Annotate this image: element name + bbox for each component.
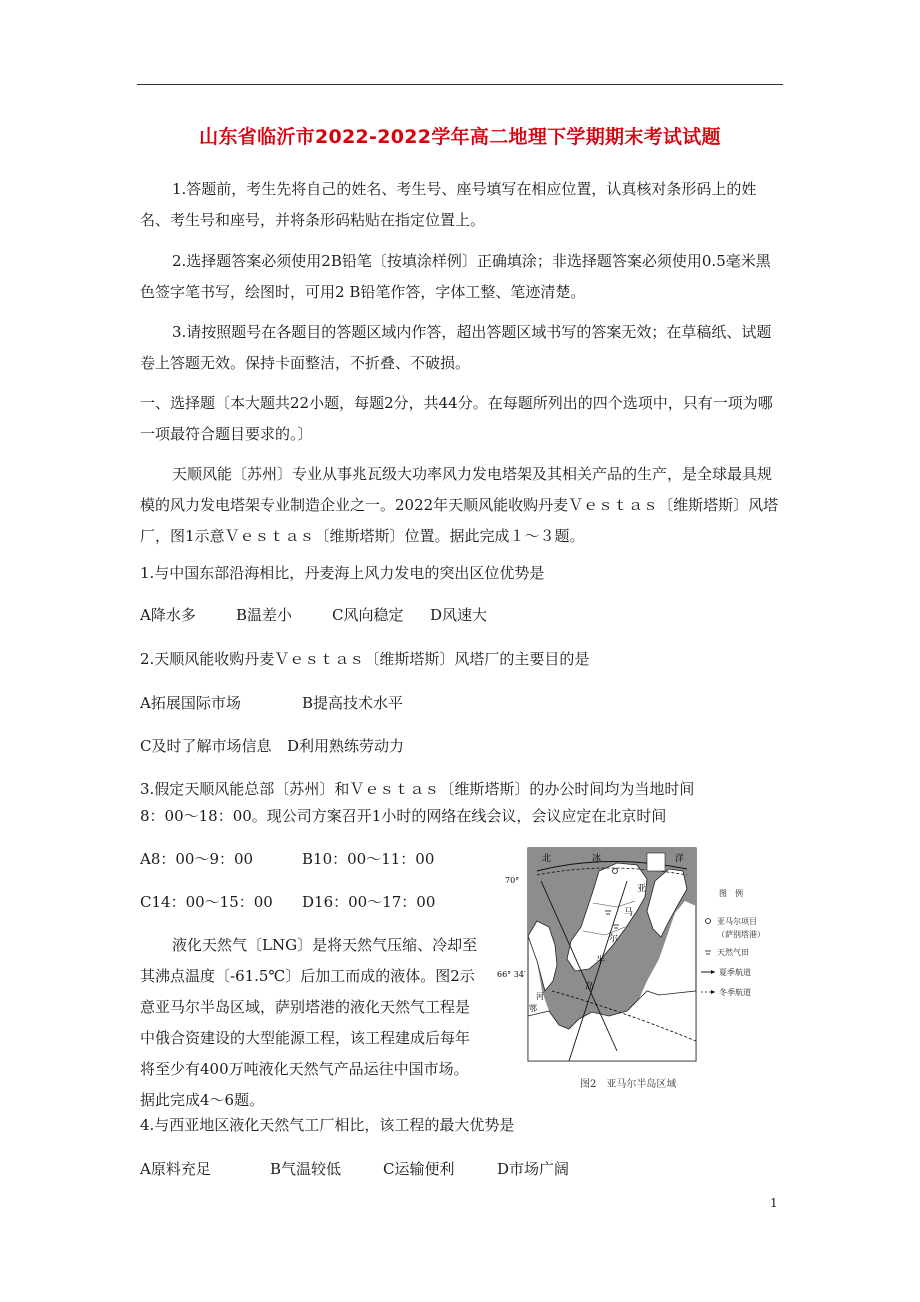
river-char-2: 鄂	[529, 1004, 537, 1013]
peninsula-char-1: 亚	[637, 884, 647, 894]
figure-2-map	[497, 841, 782, 1076]
option-a[interactable]: A降水多	[140, 606, 196, 624]
peninsula-char-4: 半	[596, 956, 606, 966]
figure-2-caption: 图2 亚马尔半岛区域	[580, 1079, 677, 1090]
option-a[interactable]: A原料充足	[140, 1160, 211, 1178]
question-2-options-row2	[140, 731, 404, 762]
question-3-options-row1	[140, 844, 434, 875]
option-d[interactable]: D风速大	[430, 606, 488, 624]
document-title: 山东省临沂市2022-2022学年高二地理下学期期末考试试题	[199, 126, 721, 148]
option-c[interactable]: C运输便利	[383, 1160, 455, 1178]
option-d[interactable]: D16：00～17：00	[302, 893, 436, 911]
peninsula-char-3: 尔	[609, 934, 619, 944]
yamal-map-svg	[497, 841, 782, 1076]
legend-summer-route: 夏季航道	[719, 968, 751, 977]
passage-1: 天顺风能〔苏州〕专业从事兆瓦级大功率风力发电塔架及其相关产品的生产，是全球最具规模的风力发电塔架专业制造企业之一。2022年天顺风能收购丹麦Ｖｅｓｔａｓ〔维斯塔斯〕风塔厂，图1示意Ｖｅｓｔａｓ〔维斯塔斯〕位置。据此完成１～３题。	[140, 465, 779, 545]
river-char-1: 河	[536, 992, 544, 1001]
legend-winter-route: 冬季航道	[719, 988, 751, 997]
lat-66-label: 66° 34′	[497, 970, 526, 979]
sea-char-2: 冰	[592, 854, 602, 864]
question-3-stem-line2: 8：00～18：00。现公司方案召开1小时的网络在线会议，会议应定在北京时间	[140, 807, 667, 825]
question-4-options	[140, 1154, 569, 1185]
option-a[interactable]: A拓展国际市场	[140, 694, 241, 712]
instruction-3: 3.请按照题号在各题目的答题区域内作答，超出答题区域书写的答案无效；在草稿纸、试题卷上答题无效。保持卡面整洁，不折叠、不破损。	[140, 323, 772, 372]
peninsula-char-5: 岛	[585, 982, 595, 992]
question-4-stem: 4.与西亚地区液化天然气工厂相比，该工程的最大优势是	[140, 1116, 515, 1134]
option-b[interactable]: B提高技术水平	[302, 694, 404, 712]
question-1-stem: 1.与中国东部沿海相比，丹麦海上风力发电的突出区位优势是	[140, 564, 545, 582]
option-d[interactable]: D市场广阔	[497, 1160, 570, 1178]
question-1-options	[140, 600, 487, 631]
option-a[interactable]: A8：00～9：00	[140, 850, 254, 868]
legend-gas-field: 天然气田	[717, 948, 749, 957]
project-marker	[613, 869, 618, 874]
option-b[interactable]: B10：00～11：00	[302, 850, 435, 868]
instruction-2: 2.选择题答案必须使用2B铅笔〔按填涂样例〕正确填涂；非选择题答案必须使用0.5毫米黑色签字笔书写，绘图时，可用2 B铅笔作答，字体工整、笔迹清楚。	[140, 252, 771, 301]
question-3-stem-line1: 3.假定天顺风能总部〔苏州〕和Ｖｅｓｔａｓ〔维斯塔斯〕的办公时间均为当地时间	[140, 780, 695, 798]
option-d[interactable]: D利用熟练劳动力	[287, 737, 405, 755]
section-heading: 一、选择题〔本大题共22小题，每题2分，共44分。在每题所列出的四个选项中，只有一项为哪一项最符合题目要求的。〕	[140, 394, 773, 443]
option-c[interactable]: C14：00～15：00	[140, 893, 273, 911]
peninsula-char-2: 马	[624, 908, 634, 918]
passage-2: 液化天然气〔LNG〕是将天然气压缩、冷却至其沸点温度〔-61.5℃〕后加工而成的液体。图2示意亚马尔半岛区域，萨别塔港的液化天然气工程是中俄合资建设的大型能源工程，该工程建成后每年将至少有400万吨液化天然气产品运往中国市场。据此完成4～6题。	[140, 936, 478, 1109]
sea-char-3: 洋	[675, 854, 685, 864]
legend-project: 亚马尔项目	[717, 917, 757, 926]
question-2-options-row1	[140, 688, 403, 719]
page-number: 1	[770, 1196, 778, 1210]
legend-title: 图 例	[719, 889, 743, 898]
option-c[interactable]: C及时了解市场信息	[140, 737, 272, 755]
lat-70-label: 70°	[505, 876, 520, 885]
option-b[interactable]: B气温较低	[270, 1160, 342, 1178]
header-rule	[137, 84, 783, 85]
legend-port: （萨别塔港）	[717, 930, 765, 939]
option-c[interactable]: C风向稳定	[332, 606, 404, 624]
option-b[interactable]: B温差小	[236, 606, 293, 624]
question-3-options-row2	[140, 887, 435, 918]
sea-char-1: 北	[542, 854, 552, 864]
instruction-1: 1.答题前，考生先将自己的姓名、考生号、座号填写在相应位置，认真核对条形码上的姓名、考生号和座号，并将条形码粘贴在指定位置上。	[140, 180, 757, 229]
question-2-stem: 2.天顺风能收购丹麦Ｖｅｓｔａｓ〔维斯塔斯〕风塔厂的主要目的是	[140, 650, 590, 668]
